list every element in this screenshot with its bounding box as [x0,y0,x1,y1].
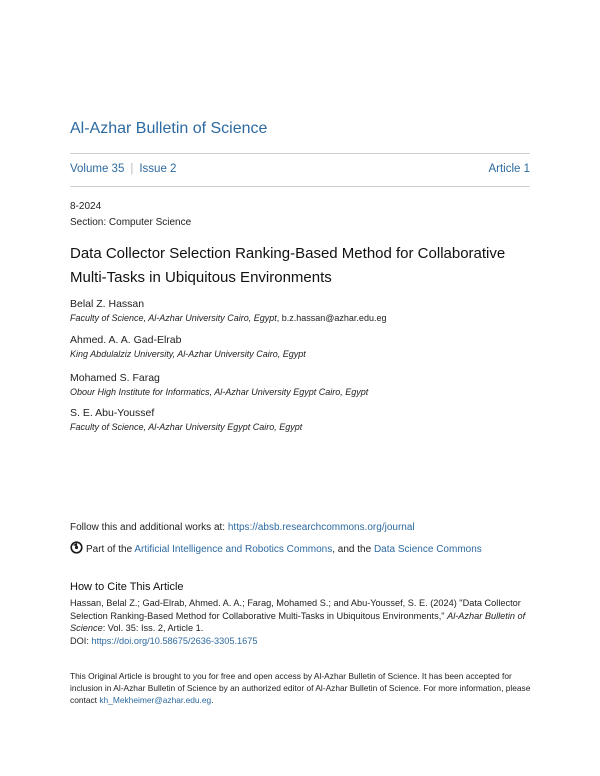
author-name: S. E. Abu-Youssef [70,407,155,419]
citation-volume: : Vol. 35: Iss. 2, Article 1. [102,623,204,633]
and-text: , and the [332,544,374,555]
open-access-icon [70,541,83,557]
article-link[interactable]: Article 1 [488,163,530,175]
follow-text: Follow this and additional works at: [70,522,228,533]
citation-journal: Al-Azhar Bulletin of Science [70,610,526,633]
affiliation-text: Faculty of Science, Al-Azhar University Cairo, Egypt [70,313,277,323]
author-affiliation: Obour High Institute for Informatics, Al-Azhar University Egypt Cairo, Egypt [70,387,369,397]
divider-bottom [70,186,530,187]
follow-line [70,522,415,533]
publication-date: 8-2024 [70,201,102,212]
issue-nav [70,163,176,175]
doi-link[interactable]: https://doi.org/10.58675/2636-3305.1675 [91,635,258,646]
notice-text: This Original Article is brought to you for free and open access by Al-Azhar Bulletin of Science. It has been accepted for inclusion in Al-Azhar Bulletin of Science by an authorized editor of Al-Azhar Bulletin of Science. For more information, please contact [70,671,531,705]
author-affiliation: Faculty of Science, Al-Azhar University Egypt Cairo, Egypt [70,422,303,432]
doi-label: DOI: [70,635,92,646]
citation-block [70,597,532,647]
citation-text: Hassan, Belal Z.; Gad-Elrab, Ahmed. A. A.; Farag, Mohamed S.; and Abu-Youssef, S. E. (2024) "Data Collector Selection Ranking-Based Method for Collaborative Multi-Tasks in Ubiquitous Environments," [70,598,521,621]
author-name: Ahmed. A. A. Gad-Elrab [70,334,182,346]
cite-heading: How to Cite This Article [70,581,184,593]
author-affiliation: King Abdulalziz University, Al-Azhar University Cairo, Egypt [70,349,306,359]
author-affiliation [70,313,386,323]
part-of-text: Part of the [86,544,135,555]
issue-link[interactable]: Issue 2 [139,163,177,175]
volume-link[interactable]: Volume 35 [70,163,125,175]
paper-title: Data Collector Selection Ranking-Based Method for Collaborative Multi-Tasks in Ubiquitous Environments [70,245,506,286]
notice-end: . [211,695,214,705]
section-label: Section: Computer Science [70,217,192,228]
author-email[interactable]: , b.z.hassan@azhar.edu.eg [276,313,387,323]
divider-top [70,153,530,154]
access-notice [70,670,532,706]
author-name: Mohamed S. Farag [70,372,160,384]
contact-email-link[interactable]: kh_Mekheimer@azhar.edu.eg [99,695,212,705]
separator: | [130,163,134,175]
journal-url-link[interactable]: https://absb.researchcommons.org/journal [227,522,415,533]
ai-robotics-commons-link[interactable]: Artificial Intelligence and Robotics Commons [134,544,333,555]
commons-line [70,541,482,557]
author-name: Belal Z. Hassan [70,298,145,310]
data-science-commons-link[interactable]: Data Science Commons [373,544,482,555]
journal-title[interactable]: Al-Azhar Bulletin of Science [70,120,268,137]
